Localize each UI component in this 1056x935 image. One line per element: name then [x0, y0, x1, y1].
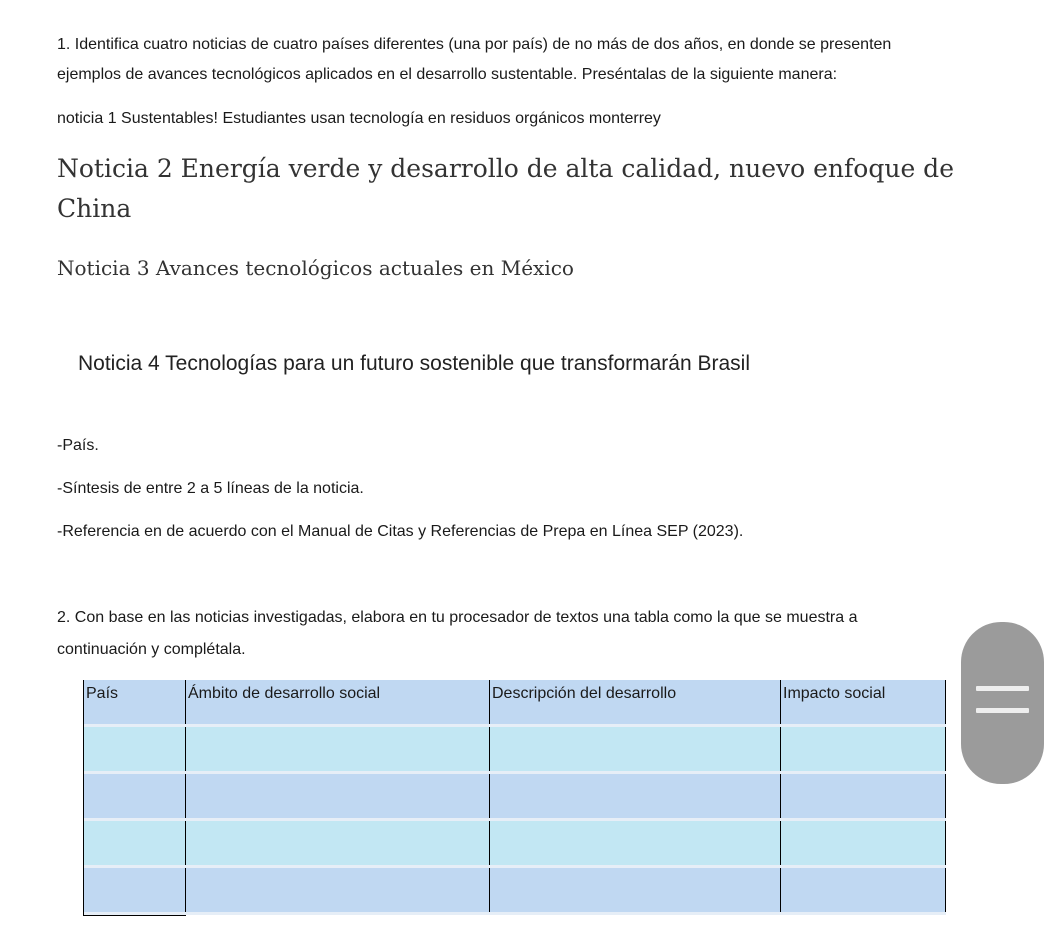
drag-handle-icon — [976, 686, 1029, 691]
table-bottom-border — [84, 915, 186, 916]
table-header-social-impact: Impacto social — [781, 680, 946, 724]
instruction-item-2-line-1: 2. Con base en las noticias investigadas, elabora en tu procesador de textos una tabla como la que se muestra a — [57, 609, 858, 626]
table-header-country: País — [84, 680, 186, 724]
table-cell[interactable] — [186, 868, 490, 912]
table-cell[interactable] — [781, 727, 946, 771]
table-cell[interactable] — [781, 774, 946, 818]
news-table — [84, 680, 946, 915]
table-cell[interactable] — [186, 727, 490, 771]
news-title-3: Noticia 3 Avances tecnológicos actuales en México — [57, 256, 574, 280]
instruction-item-1-line-1: 1. Identifica cuatro noticias de cuatro países diferentes (una por país) de no más de dos años, en donde se presenten — [57, 36, 892, 53]
format-item-reference: -Referencia en de acuerdo con el Manual de Citas y Referencias de Prepa en Línea SEP (2023). — [57, 523, 744, 540]
table-header-row — [84, 680, 946, 727]
table-cell[interactable] — [186, 821, 490, 865]
instruction-item-1-line-2: ejemplos de avances tecnológicos aplicados en el desarrollo sustentable. Preséntalas de la siguiente manera: — [57, 66, 838, 83]
table-cell[interactable] — [781, 821, 946, 865]
table-cell[interactable] — [84, 868, 186, 912]
table-cell[interactable] — [84, 774, 186, 818]
table-cell[interactable] — [490, 774, 781, 818]
drag-handle-icon — [976, 708, 1029, 713]
table-cell[interactable] — [781, 868, 946, 912]
table-cell[interactable] — [490, 868, 781, 912]
table-header-description: Descripción del desarrollo — [490, 680, 781, 724]
instruction-item-2-line-2: continuación y complétala. — [57, 641, 246, 658]
table-row — [84, 774, 946, 821]
table-cell[interactable] — [186, 774, 490, 818]
table-row — [84, 727, 946, 774]
news-title-1: noticia 1 Sustentables! Estudiantes usan tecnología en residuos orgánicos monterrey — [57, 110, 661, 127]
news-title-2: Noticia 2 Energía verde y desarrollo de alta calidad, nuevo enfoque de China — [57, 154, 954, 223]
table-cell[interactable] — [84, 727, 186, 771]
format-item-synthesis: -Síntesis de entre 2 a 5 líneas de la noticia. — [57, 480, 364, 497]
format-item-country: -País. — [57, 437, 99, 454]
table-cell[interactable] — [490, 727, 781, 771]
table-header-social-scope: Ámbito de desarrollo social — [186, 680, 490, 724]
table-row — [84, 821, 946, 868]
news-title-4: Noticia 4 Tecnologías para un futuro sostenible que transformarán Brasil — [78, 352, 750, 375]
table-cell[interactable] — [490, 821, 781, 865]
table-cell[interactable] — [84, 821, 186, 865]
table-row — [84, 868, 946, 915]
drag-handle[interactable] — [961, 622, 1044, 784]
